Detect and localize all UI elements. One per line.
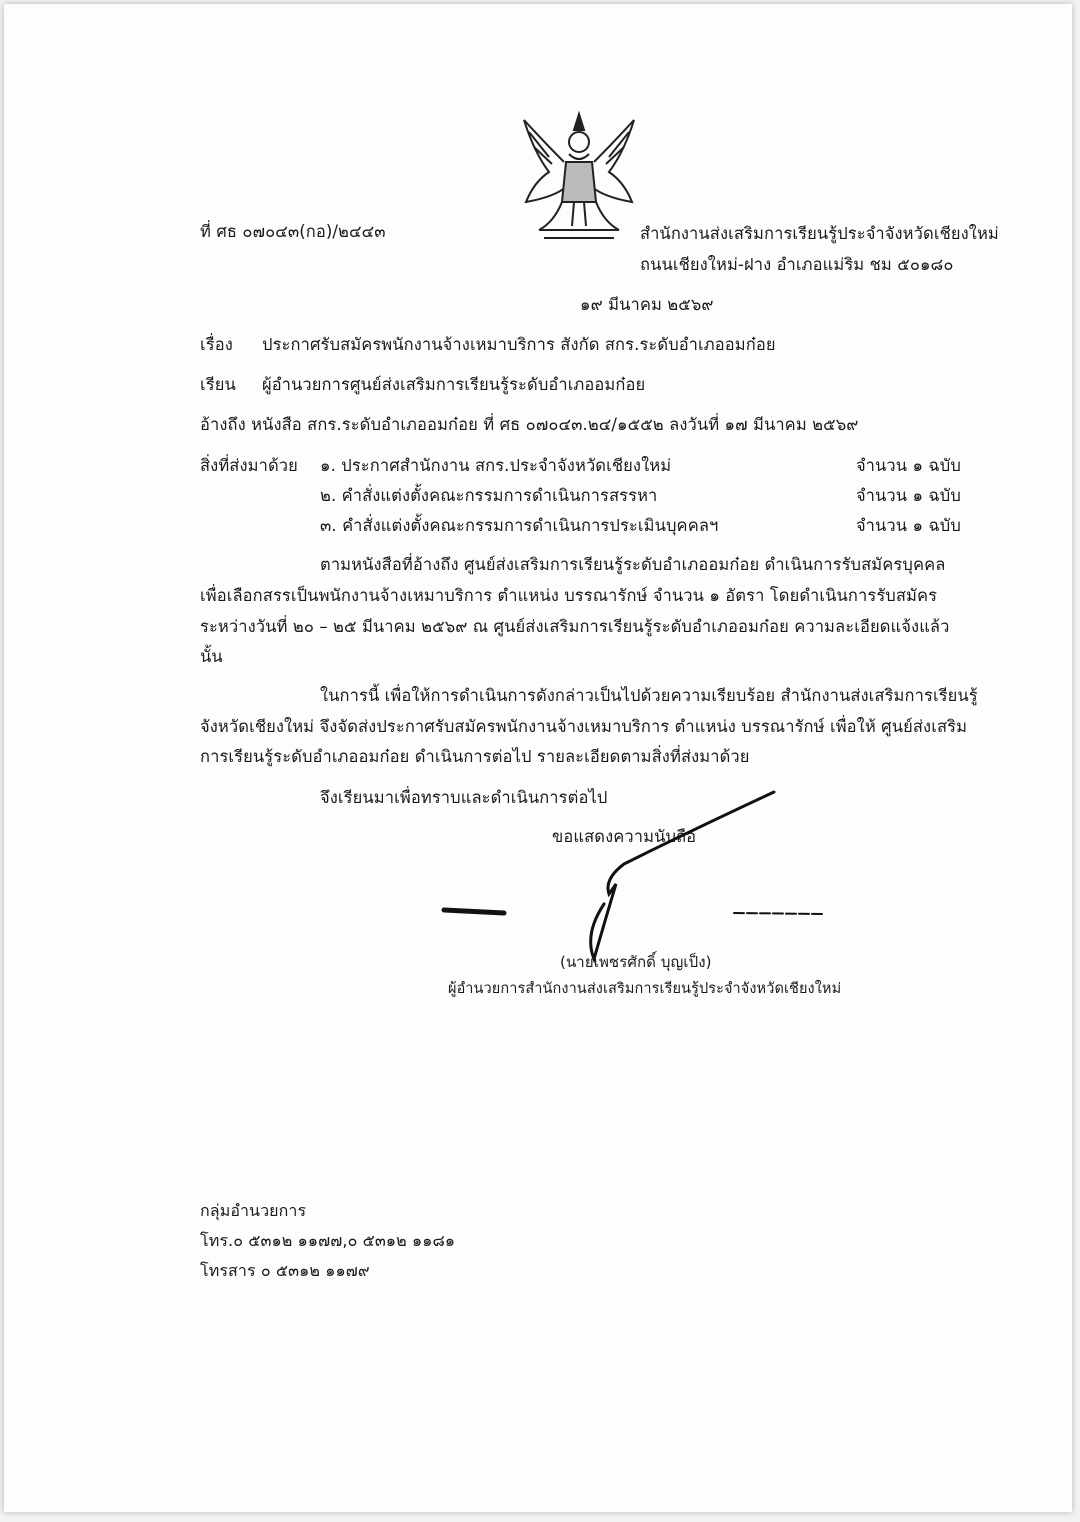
enclosure-qty: จำนวน ๑ ฉบับ	[856, 486, 961, 505]
signer-name: (นายเพชรศักดิ์ บุญเป็ง)	[560, 953, 712, 971]
recipient-label: เรียน	[200, 375, 236, 394]
reference-line: อ้างถึง หนังสือ สกร.ระดับอำเภออมก๋อย ที่ ศธ ๐๗๐๔๓.๒๔/๑๕๕๒ ลงวันที่ ๑๗ มีนาคม ๒๕๖๙	[200, 415, 859, 434]
signer-position: ผู้อำนวยการสำนักงานส่งเสริมการเรียนรู้ประจำจังหวัดเชียงใหม่	[448, 981, 842, 997]
garuda-emblem-icon	[504, 102, 654, 252]
body-paragraph-1-line: เพื่อเลือกสรรเป็นพนักงานจ้างเหมาบริการ ตำแหน่ง บรรณารักษ์ จำนวน ๑ อัตรา โดยดำเนินการรับสมัคร	[200, 586, 938, 605]
body-paragraph-1-line: ระหว่างวันที่ ๒๐ – ๒๕ มีนาคม ๒๕๖๙ ณ ศูนย์ส่งเสริมการเรียนรู้ระดับอำเภออมก๋อย ความละเอียดแจ้งแล้ว	[200, 617, 950, 636]
handwritten-signature	[434, 784, 834, 974]
body-paragraph-1-line: นั้น	[200, 647, 223, 666]
enclosure-qty: จำนวน ๑ ฉบับ	[856, 516, 961, 535]
letter-date: ๑๙ มีนาคม ๒๕๖๙	[580, 295, 714, 314]
body-paragraph-2-line: การเรียนรู้ระดับอำเภออมก๋อย ดำเนินการต่อไป รายละเอียดตามสิ่งที่ส่งมาด้วย	[200, 747, 750, 766]
enclosure-item: ๓. คำสั่งแต่งตั้งคณะกรรมการดำเนินการประเมินบุคคลฯ	[320, 516, 719, 535]
footer-department: กลุ่มอำนวยการ	[200, 1201, 307, 1220]
enclosure-item: ๒. คำสั่งแต่งตั้งคณะกรรมการดำเนินการสรรหา	[320, 486, 658, 505]
subject-label: เรื่อง	[200, 335, 233, 354]
closing-salutation: ขอแสดงความนับถือ	[552, 827, 697, 846]
office-name: สำนักงานส่งเสริมการเรียนรู้ประจำจังหวัดเชียงใหม่	[640, 224, 999, 243]
office-address: ถนนเชียงใหม่-ฝาง อำเภอแม่ริม ชม ๕๐๑๘๐	[640, 255, 954, 274]
document-page	[4, 4, 1072, 1512]
body-paragraph-2-line: จังหวัดเชียงใหม่ จึงจัดส่งประกาศรับสมัครพนักงานจ้างเหมาบริการ ตำแหน่ง บรรณารักษ์ เพื่อให้ ศูนย์ส่งเสริม	[200, 717, 968, 736]
recipient-text: ผู้อำนวยการศูนย์ส่งเสริมการเรียนรู้ระดับอำเภออมก๋อย	[262, 375, 646, 394]
footer-fax: โทรสาร ๐ ๕๓๑๒ ๑๑๗๙	[200, 1261, 370, 1280]
closing-request: จึงเรียนมาเพื่อทราบและดำเนินการต่อไป	[320, 788, 608, 807]
footer-phone: โทร.๐ ๕๓๑๒ ๑๑๗๗,๐ ๕๓๑๒ ๑๑๘๑	[200, 1231, 456, 1250]
subject-text: ประกาศรับสมัครพนักงานจ้างเหมาบริการ สังกัด สกร.ระดับอำเภออมก๋อย	[262, 335, 776, 354]
doc-number: ที่ ศธ ๐๗๐๔๓(กอ)/๒๔๔๓	[200, 222, 386, 241]
enclosure-item: ๑. ประกาศสำนักงาน สกร.ประจำจังหวัดเชียงใหม่	[320, 456, 672, 475]
enclosures-label: สิ่งที่ส่งมาด้วย	[200, 456, 298, 475]
body-paragraph-1-line: ตามหนังสือที่อ้างถึง ศูนย์ส่งเสริมการเรียนรู้ระดับอำเภออมก๋อย ดำเนินการรับสมัครบุคคล	[320, 555, 946, 574]
body-paragraph-2-line: ในการนี้ เพื่อให้การดำเนินการดังกล่าวเป็นไปด้วยความเรียบร้อย สำนักงานส่งเสริมการเรียนรู้	[320, 686, 978, 705]
enclosure-qty: จำนวน ๑ ฉบับ	[856, 456, 961, 475]
